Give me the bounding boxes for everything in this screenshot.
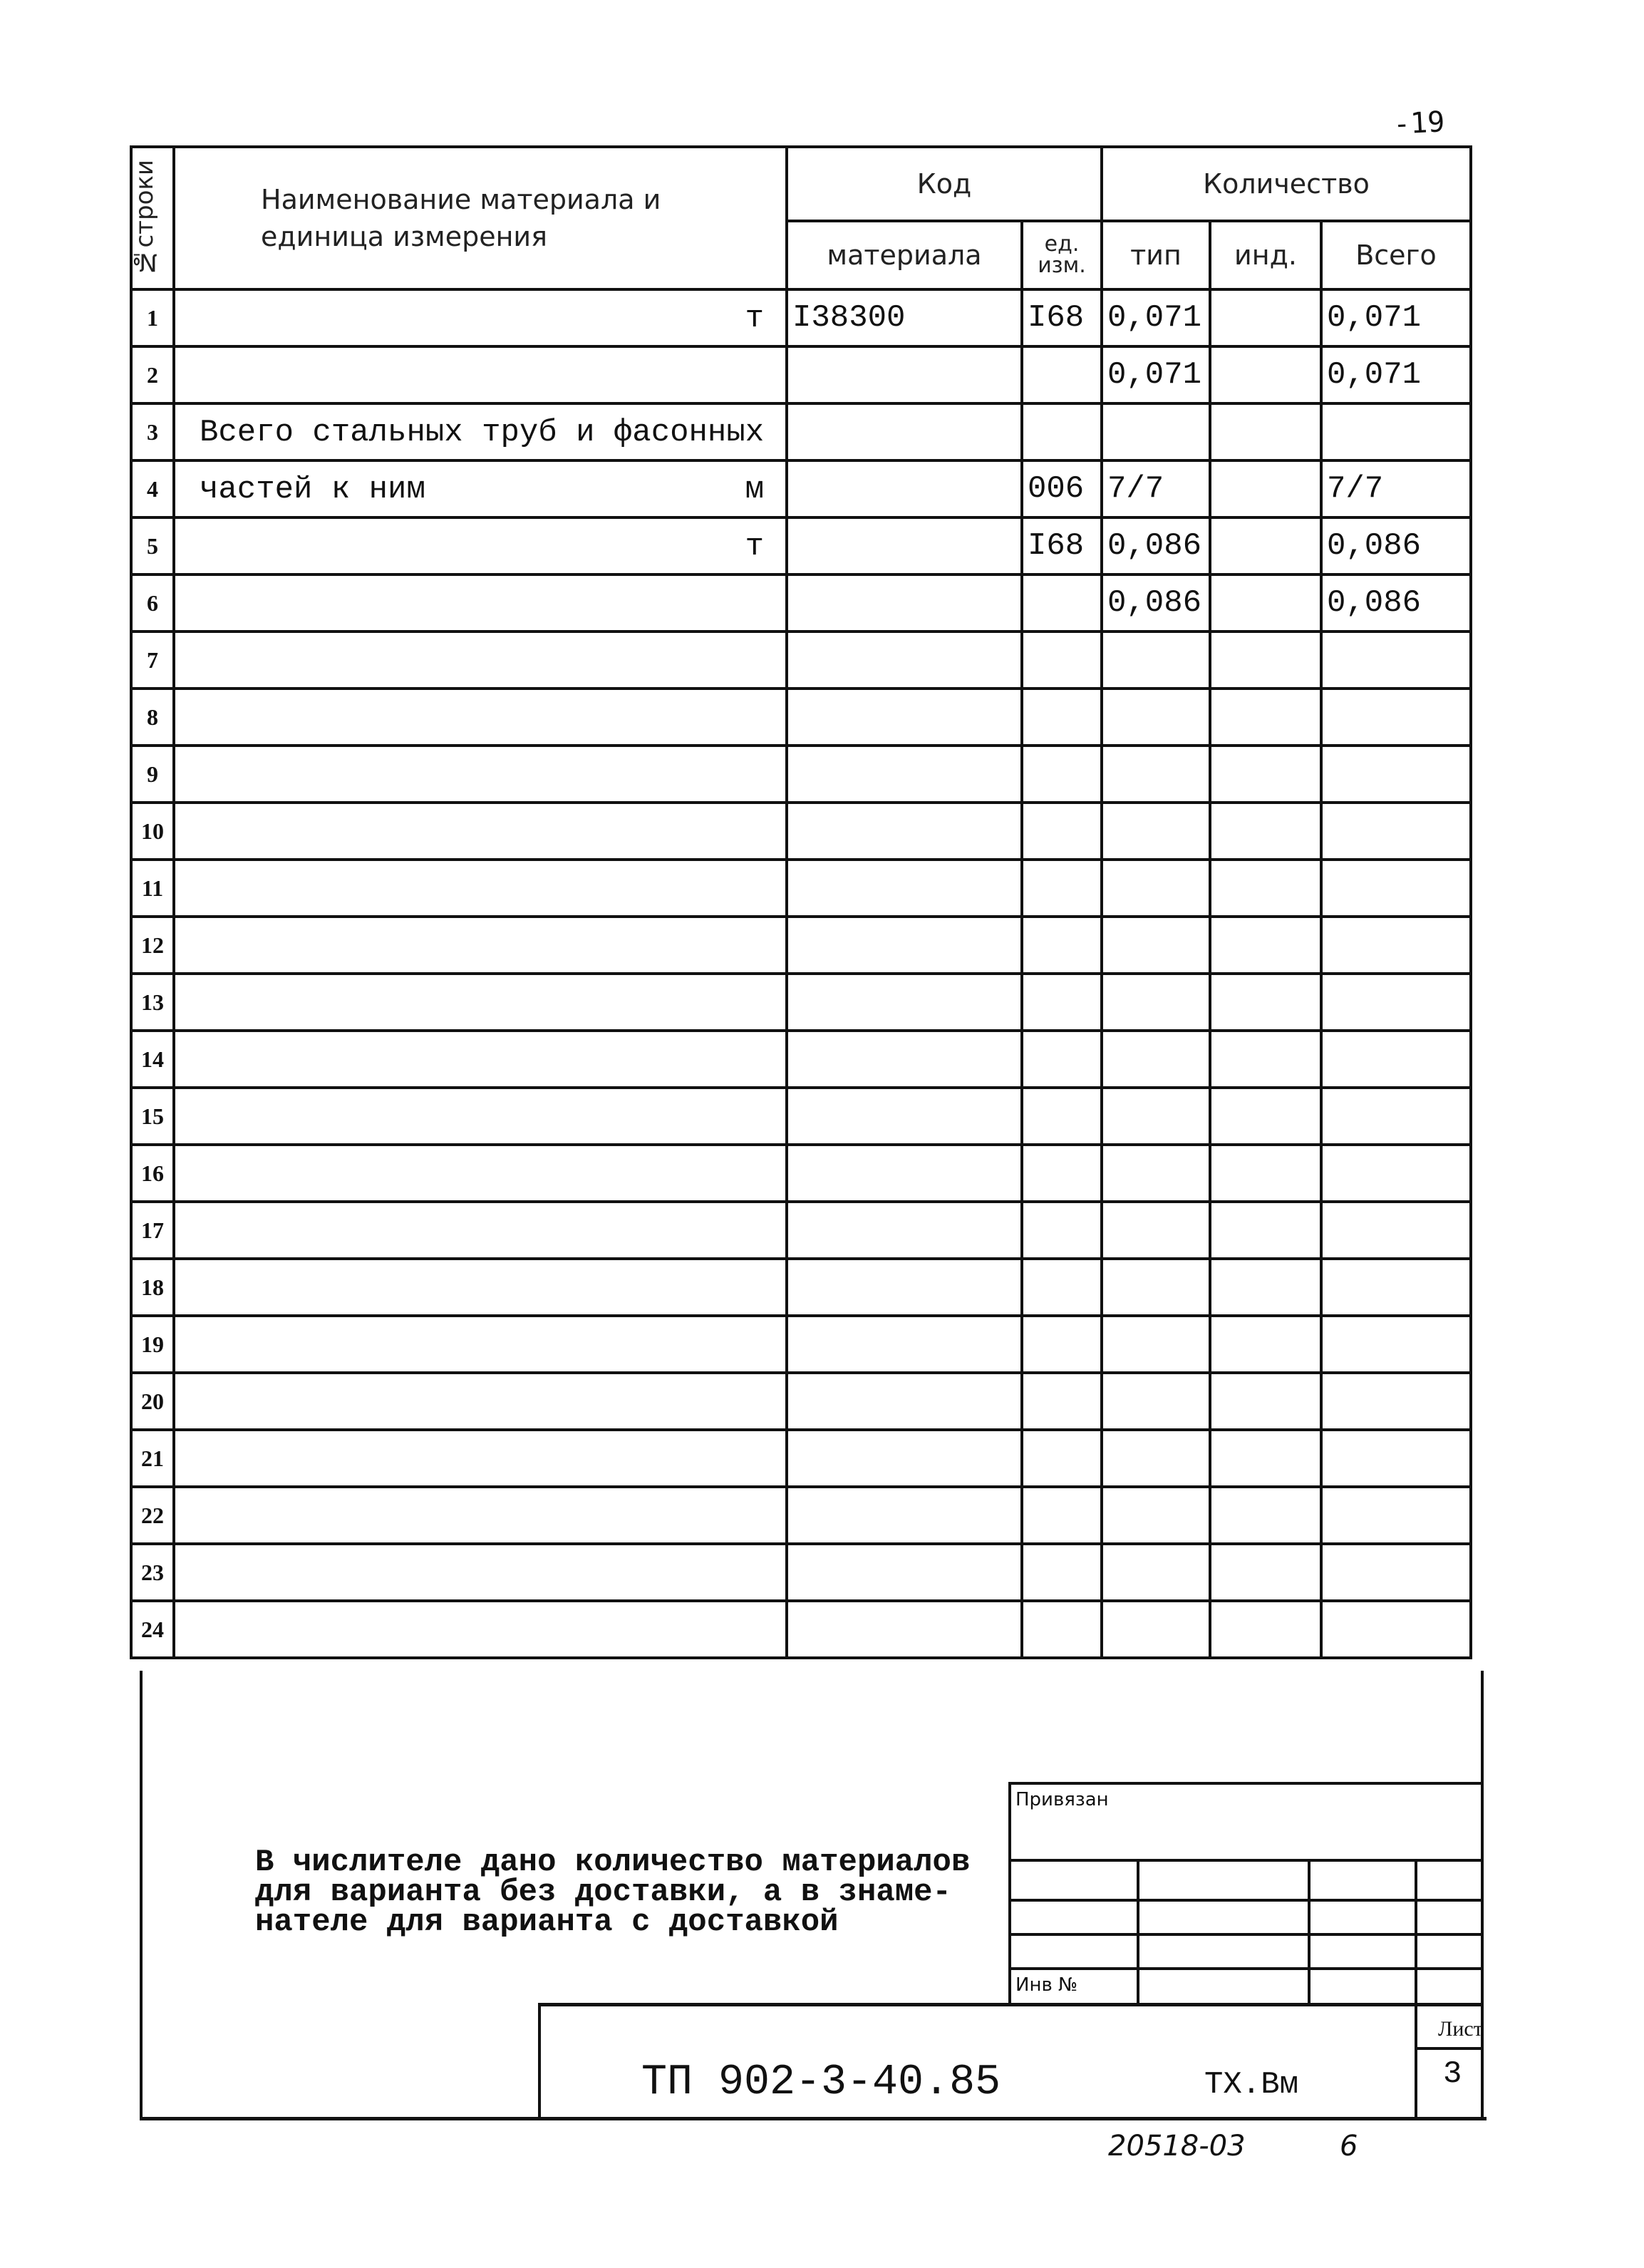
qty-vsego xyxy=(1321,1601,1471,1658)
document-suffix: ТХ.Вм xyxy=(1204,2067,1299,2103)
privyazan-col-2 xyxy=(1308,1859,1310,2004)
titleblock-list-divider xyxy=(1415,2003,1417,2119)
inv-no-label: Инв № xyxy=(1015,1974,1078,1996)
qty-ind xyxy=(1210,1544,1321,1601)
header-row-number: №строки xyxy=(131,147,174,289)
unit-code xyxy=(1022,860,1102,917)
qty-tip xyxy=(1102,746,1210,803)
material-code xyxy=(787,403,1022,460)
unit-code xyxy=(1022,1031,1102,1088)
qty-tip xyxy=(1102,632,1210,689)
qty-vsego: 7/7 xyxy=(1321,460,1471,517)
row-number: 15 xyxy=(131,1088,174,1145)
unit-code xyxy=(1022,746,1102,803)
qty-ind xyxy=(1210,574,1321,632)
privyazan-line-3 xyxy=(1008,1933,1482,1936)
unit-code xyxy=(1022,917,1102,974)
table-row xyxy=(131,1601,1471,1658)
unit-code xyxy=(1022,974,1102,1031)
table-row xyxy=(131,1430,1471,1487)
material-unit: т xyxy=(745,529,764,565)
table-row xyxy=(131,689,1471,746)
unit-code xyxy=(1022,689,1102,746)
material-code xyxy=(787,1487,1022,1544)
material-name xyxy=(174,460,787,517)
unit-code xyxy=(1022,803,1102,860)
table-row xyxy=(131,460,1471,517)
material-code xyxy=(787,517,1022,574)
row-number: 18 xyxy=(131,1259,174,1316)
table-row xyxy=(131,1544,1471,1601)
material-code xyxy=(787,1031,1022,1088)
material-code xyxy=(787,1601,1022,1658)
qty-ind xyxy=(1210,1145,1321,1202)
qty-vsego xyxy=(1321,974,1471,1031)
qty-tip xyxy=(1102,1031,1210,1088)
unit-code xyxy=(1022,1259,1102,1316)
table-row xyxy=(131,1088,1471,1145)
qty-tip xyxy=(1102,1430,1210,1487)
qty-tip xyxy=(1102,860,1210,917)
material-unit: т xyxy=(745,301,764,336)
material-code xyxy=(787,460,1022,517)
privyazan-col-1 xyxy=(1137,1859,1139,2004)
table-row xyxy=(131,1202,1471,1259)
note-line-1: В числителе дано количество материалов xyxy=(255,1845,971,1880)
row-number: 20 xyxy=(131,1373,174,1430)
header-tip: тип xyxy=(1102,221,1210,289)
material-name xyxy=(174,746,787,803)
qty-tip xyxy=(1102,689,1210,746)
qty-ind xyxy=(1210,1601,1321,1658)
header-material-code: материала xyxy=(787,221,1022,289)
qty-vsego xyxy=(1321,860,1471,917)
material-name xyxy=(174,1544,787,1601)
table-row xyxy=(131,917,1471,974)
unit-code: I68 xyxy=(1022,517,1102,574)
qty-vsego: 0,086 xyxy=(1321,517,1471,574)
qty-ind xyxy=(1210,1487,1321,1544)
qty-ind xyxy=(1210,460,1321,517)
table-row xyxy=(131,1487,1471,1544)
material-name xyxy=(174,689,787,746)
privyazan-line-2 xyxy=(1008,1899,1482,1902)
material-name xyxy=(174,1601,787,1658)
table-row xyxy=(131,1259,1471,1316)
qty-tip xyxy=(1102,1373,1210,1430)
qty-ind xyxy=(1210,517,1321,574)
row-number: 17 xyxy=(131,1202,174,1259)
qty-vsego xyxy=(1321,1202,1471,1259)
material-name xyxy=(174,517,787,574)
qty-ind xyxy=(1210,689,1321,746)
table-row xyxy=(131,517,1471,574)
qty-vsego xyxy=(1321,1145,1471,1202)
material-code xyxy=(787,1202,1022,1259)
row-number: 3 xyxy=(131,403,174,460)
row-number: 5 xyxy=(131,517,174,574)
qty-ind xyxy=(1210,1373,1321,1430)
qty-tip xyxy=(1102,1145,1210,1202)
unit-code xyxy=(1022,1430,1102,1487)
row-number: 21 xyxy=(131,1430,174,1487)
privyazan-top xyxy=(1008,1782,1482,1785)
row-number: 16 xyxy=(131,1145,174,1202)
page-number: 6 xyxy=(1340,2130,1358,2163)
material-name xyxy=(174,1373,787,1430)
qty-ind xyxy=(1210,403,1321,460)
material-code: I38300 xyxy=(787,289,1022,346)
material-code xyxy=(787,1145,1022,1202)
unit-code xyxy=(1022,346,1102,403)
titleblock-top xyxy=(538,2003,1482,2006)
unit-code xyxy=(1022,1601,1102,1658)
row-number: 10 xyxy=(131,803,174,860)
material-code xyxy=(787,974,1022,1031)
qty-tip: 0,071 xyxy=(1102,289,1210,346)
material-code xyxy=(787,746,1022,803)
material-name xyxy=(174,1487,787,1544)
unit-code: I68 xyxy=(1022,289,1102,346)
unit-code xyxy=(1022,1373,1102,1430)
material-name xyxy=(174,917,787,974)
material-code xyxy=(787,574,1022,632)
table-row xyxy=(131,1316,1471,1373)
material-code xyxy=(787,803,1022,860)
qty-tip: 0,086 xyxy=(1102,574,1210,632)
unit-code xyxy=(1022,574,1102,632)
qty-ind xyxy=(1210,917,1321,974)
qty-tip xyxy=(1102,803,1210,860)
qty-tip xyxy=(1102,974,1210,1031)
material-name xyxy=(174,1316,787,1373)
qty-vsego xyxy=(1321,1544,1471,1601)
qty-tip xyxy=(1102,1088,1210,1145)
material-name xyxy=(174,289,787,346)
note-line-3: нателе для варианта с доставкой xyxy=(255,1904,839,1940)
list-label: Лист xyxy=(1438,2017,1483,2041)
titleblock-left xyxy=(538,2003,541,2119)
qty-tip: 0,071 xyxy=(1102,346,1210,403)
qty-tip xyxy=(1102,1487,1210,1544)
material-name-text: частей к ним xyxy=(200,472,425,507)
qty-vsego xyxy=(1321,1316,1471,1373)
qty-vsego xyxy=(1321,689,1471,746)
table-row xyxy=(131,632,1471,689)
row-number: 22 xyxy=(131,1487,174,1544)
privyazan-col-3 xyxy=(1415,1859,1417,2004)
material-name-text: Всего стальных труб и фасонных xyxy=(200,415,765,450)
qty-ind xyxy=(1210,746,1321,803)
unit-code xyxy=(1022,1316,1102,1373)
qty-tip: 7/7 xyxy=(1102,460,1210,517)
material-code xyxy=(787,1088,1022,1145)
qty-ind xyxy=(1210,1202,1321,1259)
titleblock-list-line xyxy=(1415,2047,1482,2050)
material-name xyxy=(174,632,787,689)
table-row xyxy=(131,1145,1471,1202)
material-code xyxy=(787,1373,1022,1430)
material-code xyxy=(787,1316,1022,1373)
unit-code xyxy=(1022,1202,1102,1259)
qty-vsego xyxy=(1321,403,1471,460)
document-code: ТП 902-3-40.85 xyxy=(641,2058,1001,2107)
row-number: 14 xyxy=(131,1031,174,1088)
qty-ind xyxy=(1210,346,1321,403)
row-number: 11 xyxy=(131,860,174,917)
row-number: 4 xyxy=(131,460,174,517)
qty-vsego: 0,071 xyxy=(1321,346,1471,403)
row-number: 12 xyxy=(131,917,174,974)
header-ind: инд. xyxy=(1210,221,1321,289)
qty-ind xyxy=(1210,1031,1321,1088)
material-name xyxy=(174,1259,787,1316)
row-number: 2 xyxy=(131,346,174,403)
row-number: 7 xyxy=(131,632,174,689)
qty-vsego xyxy=(1321,803,1471,860)
qty-vsego: 0,086 xyxy=(1321,574,1471,632)
material-name xyxy=(174,346,787,403)
qty-ind xyxy=(1210,1259,1321,1316)
material-name xyxy=(174,574,787,632)
qty-ind xyxy=(1210,860,1321,917)
qty-ind xyxy=(1210,803,1321,860)
material-name xyxy=(174,1031,787,1088)
table-row xyxy=(131,860,1471,917)
row-number: 24 xyxy=(131,1601,174,1658)
privyazan-line-4 xyxy=(1008,1967,1482,1970)
table-row xyxy=(131,289,1471,346)
header-unit-code: ед. изм. xyxy=(1022,221,1102,289)
unit-code xyxy=(1022,1544,1102,1601)
qty-vsego xyxy=(1321,746,1471,803)
row-number: 9 xyxy=(131,746,174,803)
qty-tip xyxy=(1102,1259,1210,1316)
row-number: 19 xyxy=(131,1316,174,1373)
qty-vsego xyxy=(1321,917,1471,974)
qty-ind xyxy=(1210,289,1321,346)
table-row xyxy=(131,574,1471,632)
table-row xyxy=(131,1031,1471,1088)
material-code xyxy=(787,346,1022,403)
qty-tip: 0,086 xyxy=(1102,517,1210,574)
qty-tip xyxy=(1102,917,1210,974)
header-vsego: Всего xyxy=(1321,221,1471,289)
row-number: 8 xyxy=(131,689,174,746)
table-row xyxy=(131,403,1471,460)
qty-ind xyxy=(1210,1088,1321,1145)
unit-code: 006 xyxy=(1022,460,1102,517)
qty-ind xyxy=(1210,1430,1321,1487)
list-number: 3 xyxy=(1443,2056,1462,2092)
qty-tip xyxy=(1102,1202,1210,1259)
material-name xyxy=(174,1145,787,1202)
material-name xyxy=(174,860,787,917)
archive-number: 20518-03 xyxy=(1108,2130,1246,2163)
row-number: 6 xyxy=(131,574,174,632)
material-code xyxy=(787,860,1022,917)
material-code xyxy=(787,632,1022,689)
qty-ind xyxy=(1210,632,1321,689)
qty-vsego xyxy=(1321,1430,1471,1487)
material-code xyxy=(787,917,1022,974)
unit-code xyxy=(1022,1487,1102,1544)
qty-tip xyxy=(1102,1601,1210,1658)
row-number: 1 xyxy=(131,289,174,346)
qty-tip xyxy=(1102,1544,1210,1601)
material-code xyxy=(787,1259,1022,1316)
table-row xyxy=(131,1373,1471,1430)
material-name xyxy=(174,403,787,460)
row-number: 13 xyxy=(131,974,174,1031)
privyazan-line-1 xyxy=(1008,1859,1482,1862)
table-row xyxy=(131,746,1471,803)
header-kolichestvo: Количество xyxy=(1102,147,1471,221)
material-name xyxy=(174,974,787,1031)
qty-tip xyxy=(1102,1316,1210,1373)
material-name xyxy=(174,1202,787,1259)
material-name xyxy=(174,803,787,860)
qty-vsego xyxy=(1321,1088,1471,1145)
stamp-right-border xyxy=(1481,1671,1484,2120)
materials-table xyxy=(130,145,1472,1659)
qty-vsego xyxy=(1321,1487,1471,1544)
table-row xyxy=(131,974,1471,1031)
unit-code xyxy=(1022,403,1102,460)
qty-ind xyxy=(1210,974,1321,1031)
qty-vsego: 0,071 xyxy=(1321,289,1471,346)
note-line-2: для варианта без доставки, а в знаме- xyxy=(255,1875,951,1910)
qty-vsego xyxy=(1321,1373,1471,1430)
table-row xyxy=(131,803,1471,860)
table-row xyxy=(131,346,1471,403)
privyazan-label: Привязан xyxy=(1015,1789,1109,1810)
unit-code xyxy=(1022,1145,1102,1202)
material-name xyxy=(174,1430,787,1487)
qty-ind xyxy=(1210,1316,1321,1373)
qty-tip xyxy=(1102,403,1210,460)
unit-code xyxy=(1022,632,1102,689)
header-material-name: Наименование материала и единица измерения xyxy=(174,147,787,289)
stamp-bottom-border xyxy=(140,2117,1487,2120)
material-unit: м xyxy=(745,472,764,507)
note-text xyxy=(255,1845,971,1940)
material-code xyxy=(787,1544,1022,1601)
qty-vsego xyxy=(1321,632,1471,689)
row-number: 23 xyxy=(131,1544,174,1601)
privyazan-left xyxy=(1008,1782,1011,2004)
qty-vsego xyxy=(1321,1259,1471,1316)
material-code xyxy=(787,689,1022,746)
unit-code xyxy=(1022,1088,1102,1145)
header-kod: Код xyxy=(787,147,1102,221)
material-code xyxy=(787,1430,1022,1487)
stamp-left-border xyxy=(140,1671,143,2120)
sheet-corner-mark: -19 xyxy=(1392,105,1446,141)
qty-vsego xyxy=(1321,1031,1471,1088)
material-name xyxy=(174,1088,787,1145)
